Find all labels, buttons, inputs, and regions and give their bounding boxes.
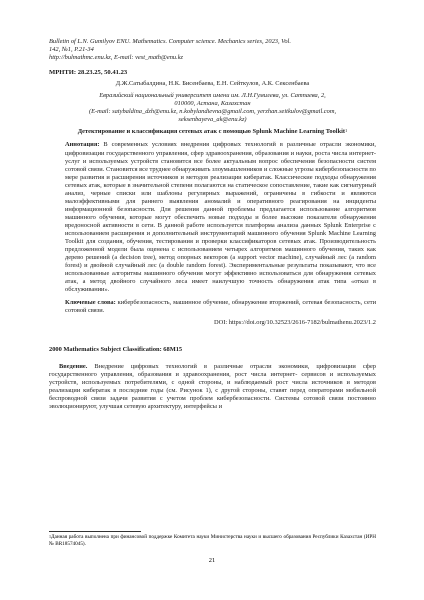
keywords-label: Ключевые слова:	[65, 299, 116, 307]
journal-citation-line-2: 142, №1, P.21-34	[49, 46, 94, 54]
abstract	[49, 141, 376, 294]
title-footnote-mark[interactable]: 1	[345, 128, 348, 134]
doi-link[interactable]: DOI: https://doi.org/10.32523/2616-7182/bulmathenu.2023/1.2	[214, 319, 376, 327]
affiliation-line-1: Евразийский национальный университет имени им. Л.Н.Гумилева, ул. Сатпаева, 2,	[99, 92, 326, 100]
paper-title-text: Детектирование и классификация сетевых атак с помощью Splunk Machine Learning Toolkit	[77, 128, 346, 136]
introduction-paragraph	[49, 363, 376, 411]
author-list: Д.Ж.Сатыбалдина, Н.К. Бисенбаева, Е.Н. Сейткулов, А.К. Сексенбаева	[115, 80, 310, 88]
introduction-label: Введение.	[59, 362, 88, 370]
journal-header	[49, 38, 376, 62]
footnote	[49, 534, 376, 547]
footnote-mark: 1	[49, 534, 51, 539]
keywords-text: кибербезопасность, машинное обучение, обнаружение вторжений, сетевая безопасность, сети сотовой связи.	[65, 299, 376, 315]
affiliation-emails-line-1[interactable]: (E-mail: satybaldina_dzh@enu.kz, n.kobylandievna@gmail.com, yerzhan.seitkulov@gmail.com,	[88, 108, 337, 116]
footnote-divider	[49, 531, 141, 532]
footnote-text: Данная работа выполнена при финансовой поддержке Комитета науки Министерства науки и высшего образования Республики Казахстан (ИРН № BR18574045).	[49, 534, 376, 547]
affiliation-emails-line-2[interactable]: seksenbayeva_ak@enu.kz)	[178, 116, 247, 124]
abstract-label: Аннотация:	[65, 141, 100, 149]
paper-title	[49, 128, 376, 136]
page-number: 21	[208, 557, 216, 564]
classification-codes: МРНТИ: 28.23.25, 50.41.23	[49, 69, 128, 77]
abstract-text: В современных условиях внедрения цифровых технологий в различные отрасли экономики, цифровизации государственного управления, сфер здравоохранения, образования и науки, роста числа интернет-услуг и используемых устройств становится все более актуальным вопрос обеспечения безопасности систем сотовой связи. Становится все труднее обнаруживать злоумышленников и сложные угрозы кибербезопасности по мере развития и расширения источников и методов реализации кибератак. Классические подходы обнаружения сетевых атак, которые в значительной степени полагаются на статическое сопоставление, такие как сигнатурный анализ, черные списки или шаблоны регулярных выражений, ограничены в гибкости и являются малоэффективными для раннего выявления аномалий и оперативного реагирования на инциденты информационной безопасности. Для решения данной проблемы предлагается использование алгоритмов машинного обучения, которые могут обеспечить новые подходы и более высокие показатели обнаружения вредоносной активности в сети. В данной работе используется платформа анализа данных Splunk Enterprise с использованием расширения и дополнительный инструментарий машинного обучения Splunk Machine Learning Toolkit для создания, обучения, тестирования и проверки классификаторов сетевых атак. Производительность предложенной модели была оценена с использованием четырех алгоритмов машинного обучения, таких как дерево решений (a decision tree), метод опорных векторов (a support vector machine), случайный лес (a random forest) и двойной случайный лес (a double random forest). Экспериментальные результаты показывают, что все использованные алгоритмы машинного обучения могут эффективно использоваться для обнаружения сетевых атак, а метод двойного случайного леса имеет наилучшую точность обнаружения атак типа «отказ в обслуживании».	[65, 141, 376, 294]
affiliation-line-2: 010000, Астана, Казахстан	[174, 100, 251, 108]
keywords	[49, 299, 376, 315]
journal-citation-line-1: Bulletin of L.N. Gumilyov ENU. Mathematics. Computer science. Mechanics series, 2023, Vol.	[49, 38, 291, 45]
introduction-text: Внедрение цифровых технологий в различные отрасли экономики, цифровизации сфер государственного управления, образования и здравоохранения, рост числа интернет- сервисов и используемых устройств, используемых потребителями, с одной стороны, и наблюдаемый рост числа источников и методов реализации кибератак в последние годы (см. Рисунок 1), с другой стороны, ставят перед операторами мобильной беспроводной связи задачи развития с учетом проблем кибербезопасности. Системы сотовой связи постоянно эволюционируют, улучшая сетевую архитектуру, интерфейсы и	[49, 362, 376, 410]
journal-website-email[interactable]: http://bulmathmc.enu.kz, E-mail: vest_math@enu.kz	[49, 54, 184, 62]
msc-classification: 2000 Mathematics Subject Classification: 68M15	[49, 345, 183, 353]
author-affiliation	[49, 92, 376, 124]
